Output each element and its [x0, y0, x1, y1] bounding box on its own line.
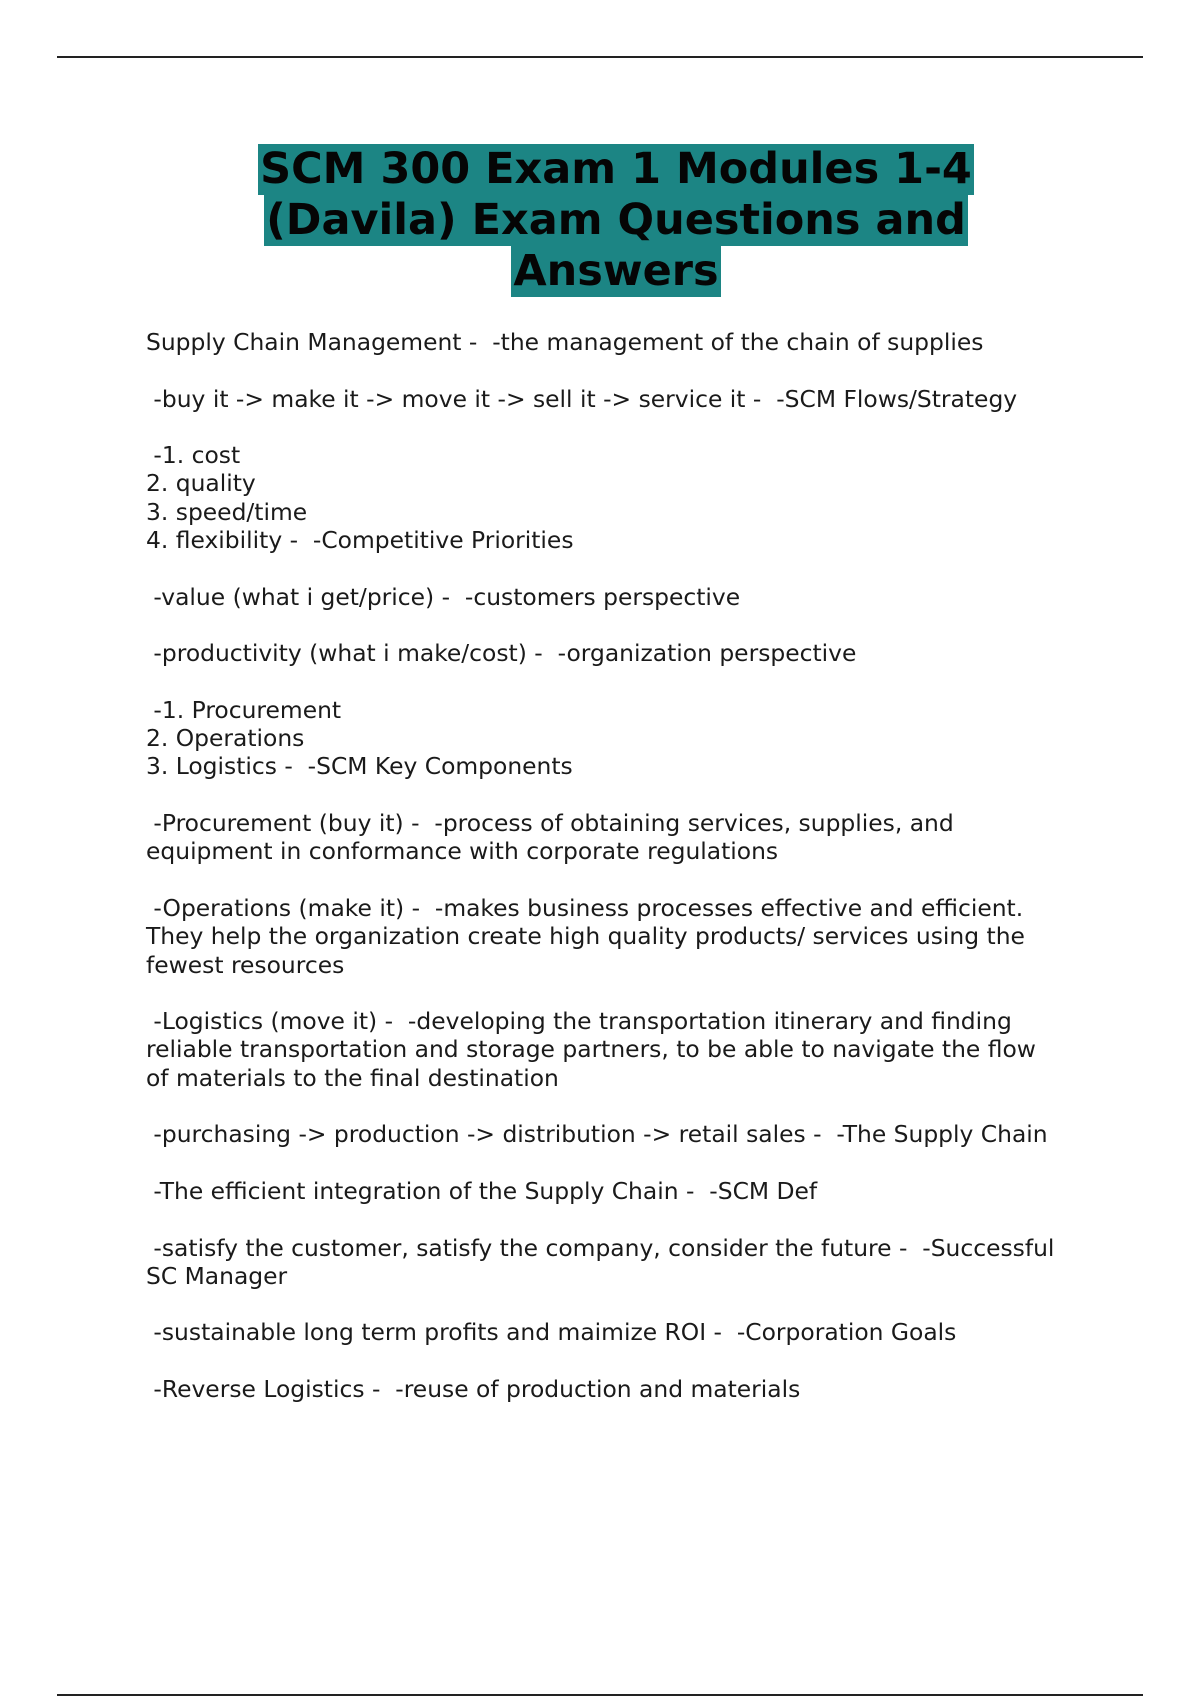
qa-entry: [146, 328, 1106, 356]
qa-entry: [146, 1120, 1106, 1148]
qa-line: -satisfy the customer, satisfy the company, consider the future - -Successful: [146, 1233, 1055, 1262]
qa-line: 3. speed/time: [146, 497, 308, 526]
qa-line: 4. flexibility - -Competitive Priorities: [146, 526, 574, 555]
qa-line: SC Manager: [146, 1261, 288, 1290]
qa-line: -value (what i get/price) - -customers perspective: [146, 582, 741, 611]
qa-list: [146, 328, 1106, 1432]
qa-line: -Operations (make it) - -makes business processes effective and efficient.: [146, 893, 1024, 922]
qa-line: equipment in conformance with corporate regulations: [146, 837, 779, 866]
qa-line: -Logistics (move it) - -developing the transportation itinerary and finding: [146, 1007, 1012, 1036]
qa-line: Supply Chain Management - -the management of the chain of supplies: [146, 328, 984, 356]
qa-entry: [146, 1375, 1106, 1403]
qa-line: -productivity (what i make/cost) - -organization perspective: [146, 639, 857, 668]
bottom-rule: [57, 1694, 1143, 1696]
qa-entry: [146, 1318, 1106, 1346]
qa-line: 2. Operations: [146, 724, 305, 753]
title-line: SCM 300 Exam 1 Modules 1-4: [260, 144, 972, 194]
qa-line: -sustainable long term profits and maimize ROI - -Corporation Goals: [146, 1318, 957, 1347]
qa-line: -buy it -> make it -> move it -> sell it -> service it - -SCM Flows/Strategy: [146, 384, 1018, 413]
top-rule: [57, 56, 1143, 58]
qa-entry: [146, 1007, 1106, 1092]
qa-line: 2. quality: [146, 469, 256, 498]
qa-entry: [146, 441, 1106, 554]
title-line: Answers: [513, 246, 719, 296]
qa-line: -purchasing -> production -> distribution -> retail sales - -The Supply Chain: [146, 1120, 1048, 1149]
qa-line: of materials to the final destination: [146, 1063, 559, 1092]
qa-entry: [146, 385, 1106, 413]
qa-entry: [146, 1234, 1106, 1291]
title-line: (Davila) Exam Questions and: [266, 195, 966, 245]
qa-entry: [146, 639, 1106, 667]
qa-line: -The efficient integration of the Supply Chain - -SCM Def: [146, 1176, 818, 1205]
qa-entry: [146, 809, 1106, 866]
qa-line: -1. Procurement: [146, 695, 342, 724]
qa-entry: [146, 1177, 1106, 1205]
qa-line: reliable transportation and storage partners, to be able to navigate the flow: [146, 1035, 1036, 1064]
qa-entry: [146, 583, 1106, 611]
document-title: [146, 144, 1086, 297]
qa-entry: [146, 894, 1106, 979]
qa-line: 3. Logistics - -SCM Key Components: [146, 752, 573, 781]
qa-line: -Reverse Logistics - -reuse of production and materials: [146, 1374, 801, 1403]
qa-line: -1. cost: [146, 441, 241, 470]
qa-line: They help the organization create high quality products/ services using the: [146, 922, 1025, 951]
qa-line: -Procurement (buy it) - -process of obtaining services, supplies, and: [146, 809, 954, 838]
qa-line: fewest resources: [146, 950, 345, 979]
qa-entry: [146, 696, 1106, 781]
